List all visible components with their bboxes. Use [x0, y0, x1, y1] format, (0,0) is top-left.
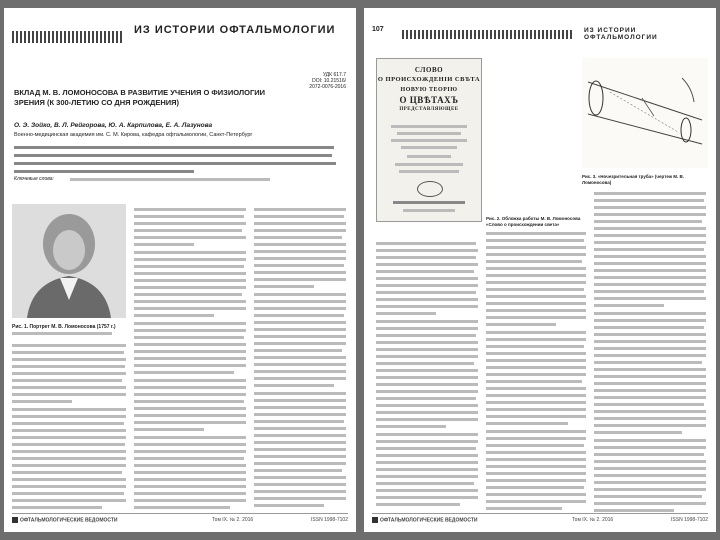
footer-journal: ОФТАЛЬМОЛОГИЧЕСКИЕ ВЕДОМОСТИ: [20, 517, 118, 524]
udc-line: 2072-0076-2016: [309, 84, 346, 90]
header-title: ИЗ ИСТОРИИ ОФТАЛЬМОЛОГИИ: [584, 27, 658, 41]
footer-issue: Том IX. № 2. 2016: [212, 517, 254, 523]
article-title: ВКЛАД М. В. ЛОМОНОСОВА В РАЗВИТИЕ УЧЕНИЯ О ФИЗИОЛОГИИ ЗРЕНИЯ (К 300-ЛЕТИЮ СО ДНЯ РОЖДЕНИЯ): [14, 88, 266, 107]
header-pattern-bar: [12, 31, 122, 43]
ornament-icon: [417, 181, 443, 197]
book-title-line: О ЦВѢТАХЪ: [399, 95, 459, 105]
udc-line: DOI: 10.21516/: [312, 78, 346, 84]
telescope-diagram: [582, 58, 708, 168]
book-title-line: СЛОВО: [414, 66, 444, 74]
footer-issn: ISSN 1998-7102: [311, 517, 348, 523]
udc-block: [306, 72, 346, 90]
book-cover: [376, 58, 482, 222]
book-title-line: НОВУЮ ТЕОРІЮ: [400, 87, 458, 93]
right-footer: [372, 513, 708, 526]
portrait-image: [12, 204, 126, 318]
footer-issn: ISSN 1998-7102: [671, 517, 708, 523]
page-number: 107: [372, 26, 384, 33]
figure3-caption: Рис. 3. «Ночезрительная труба» (чертеж М. В. Ломоносова): [582, 174, 685, 185]
keywords-label: Ключевые слова:: [14, 176, 54, 182]
header-title: ИЗ ИСТОРИИ ОФТАЛЬМОЛОГИИ: [134, 24, 336, 36]
udc-line: УДК 617.7: [322, 72, 346, 78]
left-page: [4, 8, 356, 532]
left-header: [12, 14, 348, 48]
book-title-line: ПРЕДСТАВЛЯЮЩЕЕ: [399, 107, 459, 112]
portrait-frame: [12, 204, 126, 318]
journal-logo-icon: [372, 517, 378, 523]
right-header: [372, 14, 708, 48]
authors: О. Э. Зойко, В. Л. Рейгорова, Ю. А. Карпилова, Е. А. Лазунова: [14, 122, 213, 129]
book-title-line: О ПРОИСХОЖДЕНІИ СВѢТА: [377, 76, 481, 83]
footer-issue: Том IX. № 2. 2016: [572, 517, 614, 523]
figure2-caption: Рис. 2. Обложка работы М. В. Ломоносова «Слово о происхождении света»: [486, 216, 581, 227]
right-page: [364, 8, 716, 532]
telescope-drawing: [582, 58, 708, 168]
affiliation: Военно-медицинская академия им. С. М. Кирова, кафедра офтальмологии, Санкт-Петербург: [14, 132, 253, 138]
header-pattern-bar: [402, 30, 572, 39]
journal-logo-icon: [12, 517, 18, 523]
abstract: [14, 144, 346, 196]
left-footer: [12, 513, 348, 526]
figure1-caption: Рис. 1. Портрет М. В. Ломоносова (1757 г.): [12, 324, 116, 330]
footer-journal: ОФТАЛЬМОЛОГИЧЕСКИЕ ВЕДОМОСТИ: [380, 517, 478, 524]
